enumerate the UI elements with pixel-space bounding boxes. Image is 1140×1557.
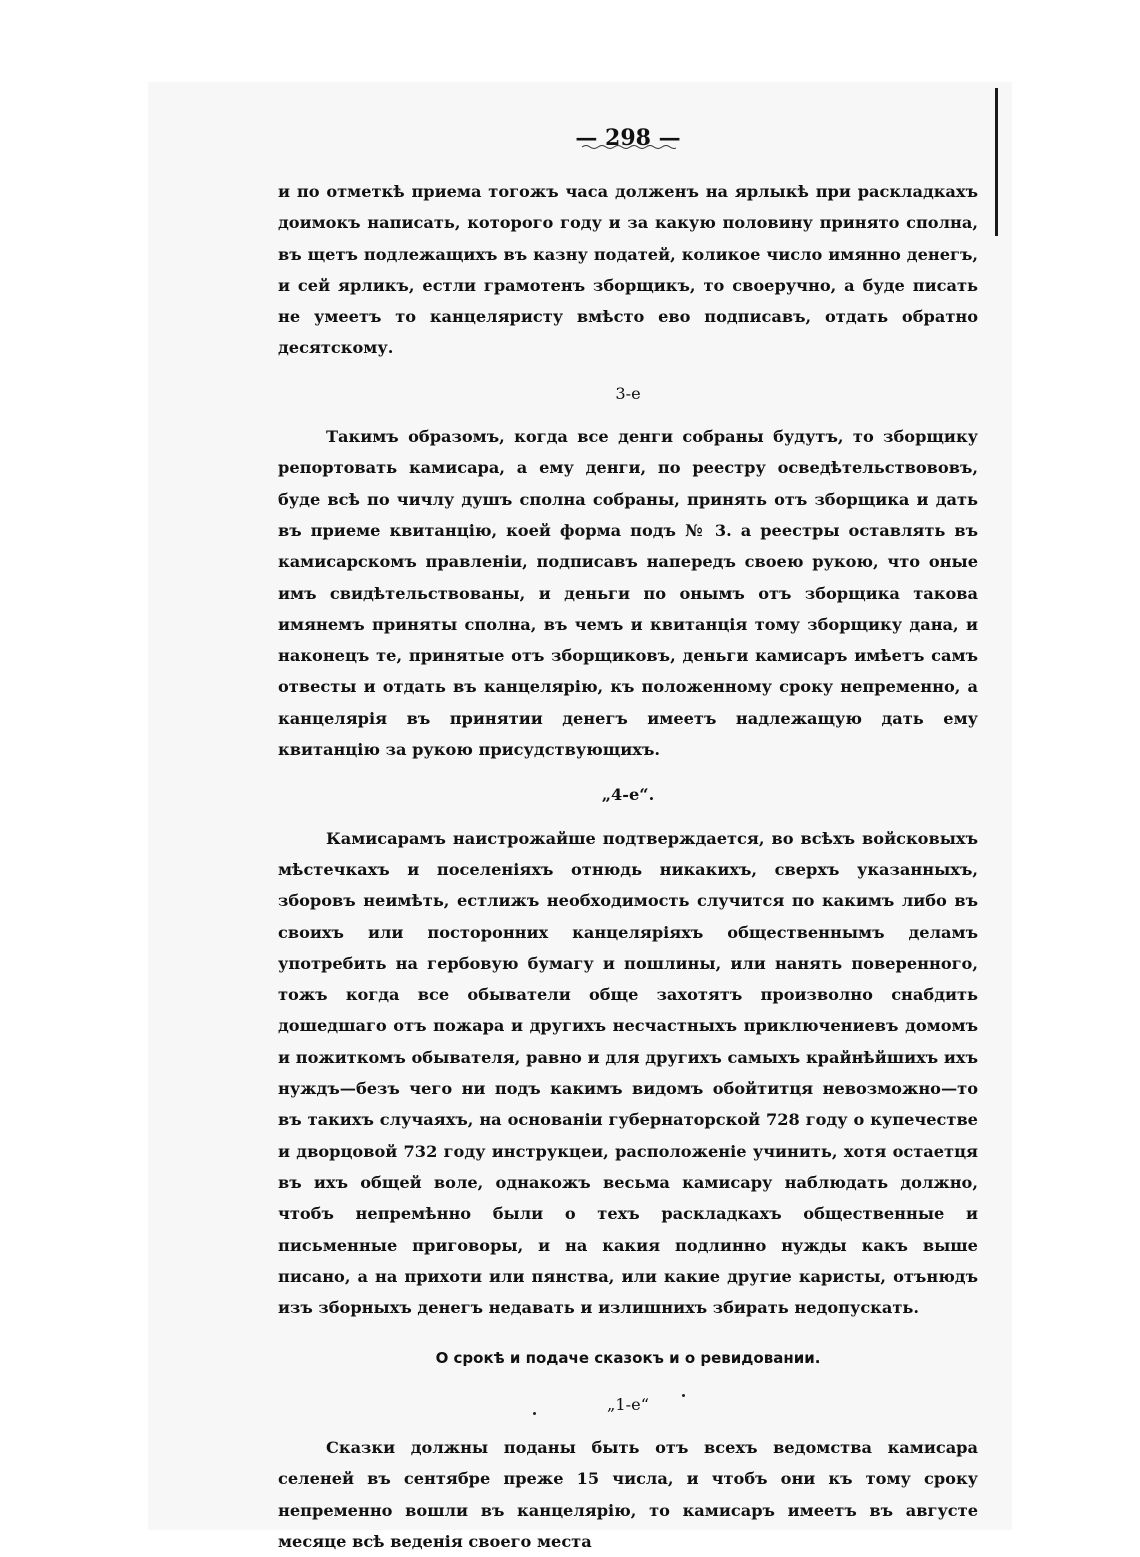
section-marker-3: 3-е (615, 383, 641, 403)
section-marker-4: „4-е“. (601, 785, 655, 805)
page-number-text: — 298 — (575, 125, 681, 151)
page-number (278, 120, 978, 150)
section-marker-1: „1-е“ (606, 1394, 649, 1414)
paragraph: Камисарамъ наистрожайше подтверждается, во всѣхъ войсковыхъ мѣстечкахъ и поселеніяхъ отнюдь никакихъ, сверхъ указанныхъ, зборовъ неимѣть, естлижъ необходимость случится по какимъ либо въ своихъ или посторонних канцеляріяхъ общественнымъ деламъ употребить на гербовую бумагу и пошлины, или нанять поверенного, тожъ когда все обыватели обще захотятъ произволно снабдить дошедшаго отъ пожара и другихъ несчастныхъ приключениевъ домомъ и пожиткомъ обывателя, равно и для другихъ самыхъ крайнѣйшихъ ихъ нуждъ—безъ чего ни подъ какимъ видомъ обойтитця невозможно—то въ такихъ случаяхъ, на основаніи губернаторской 728 году о купечестве и дворцовой 732 году инструкцеи, расположеніе учинить, хотя остаетця въ ихъ общей воле, однакожъ весьма камисару наблюдать должно, чтобъ непремѣнно были о техъ раскладкахъ общественные и письменные приговоры, и на какия подлинно нужды какъ выше писано, а на прихоти или пянства, или какие другие каристы, отънюдъ изъ зборныхъ денегъ недавать и излишнихъ збирать недопускать. (278, 828, 978, 1318)
paragraph: и по отметкѣ приема тогожъ часа долженъ на ярлыкѣ при раскладкахъ доимокъ написать, которого году и за какую половину принято сполна, въ щетъ подлежащихъ въ казну податей, коликое число имянно денегъ, и сей ярликъ, естли грамотенъ зборщикъ, то своеручно, а буде писать не умеетъ то канцеляристу вмѣсто ево подписавъ, отдать обратно десятскому. (278, 182, 978, 358)
scan-edge-line (995, 88, 998, 236)
paragraph: Такимъ образомъ, когда все денги собраны будутъ, то зборщику репортовать камисара, а ему денги, по реестру осведѣтельствововъ, буде всѣ по чичлу душъ сполна собраны, принять отъ зборщика и дать въ приеме квитанцію, коей форма подъ № 3. а реестры оставлять въ камисарскомъ правленіи, подписавъ напередъ своею рукою, что оные имъ свидѣтельствованы, и деньги по онымъ отъ зборщика такова имянемъ приняты сполна, въ чемъ и квитанція тому зборщику дана, и наконецъ те, принятые отъ зборщиковъ, деньги камисаръ имѣетъ самъ отвесты и отдать въ канцелярію, къ положенному сроку непременно, а канцелярія въ принятии денегъ имеетъ надлежащую дать ему квитанцію за рукою присудствующихъ. (278, 427, 978, 760)
scan-speck (533, 1412, 536, 1415)
paragraph: Сказки должны поданы быть отъ всехъ ведомства камисара селеней въ сентябре преже 15 числа, и чтобъ они къ тому сроку непременно вошли въ канцелярію, то камисаръ имеетъ въ августе месяце всѣ веденія своего места (278, 1437, 978, 1551)
scan-speck (682, 1394, 685, 1397)
section-heading: О срокѣ и подаче сказокъ и о ревидовании. (435, 1349, 821, 1368)
document-page (278, 120, 978, 1557)
